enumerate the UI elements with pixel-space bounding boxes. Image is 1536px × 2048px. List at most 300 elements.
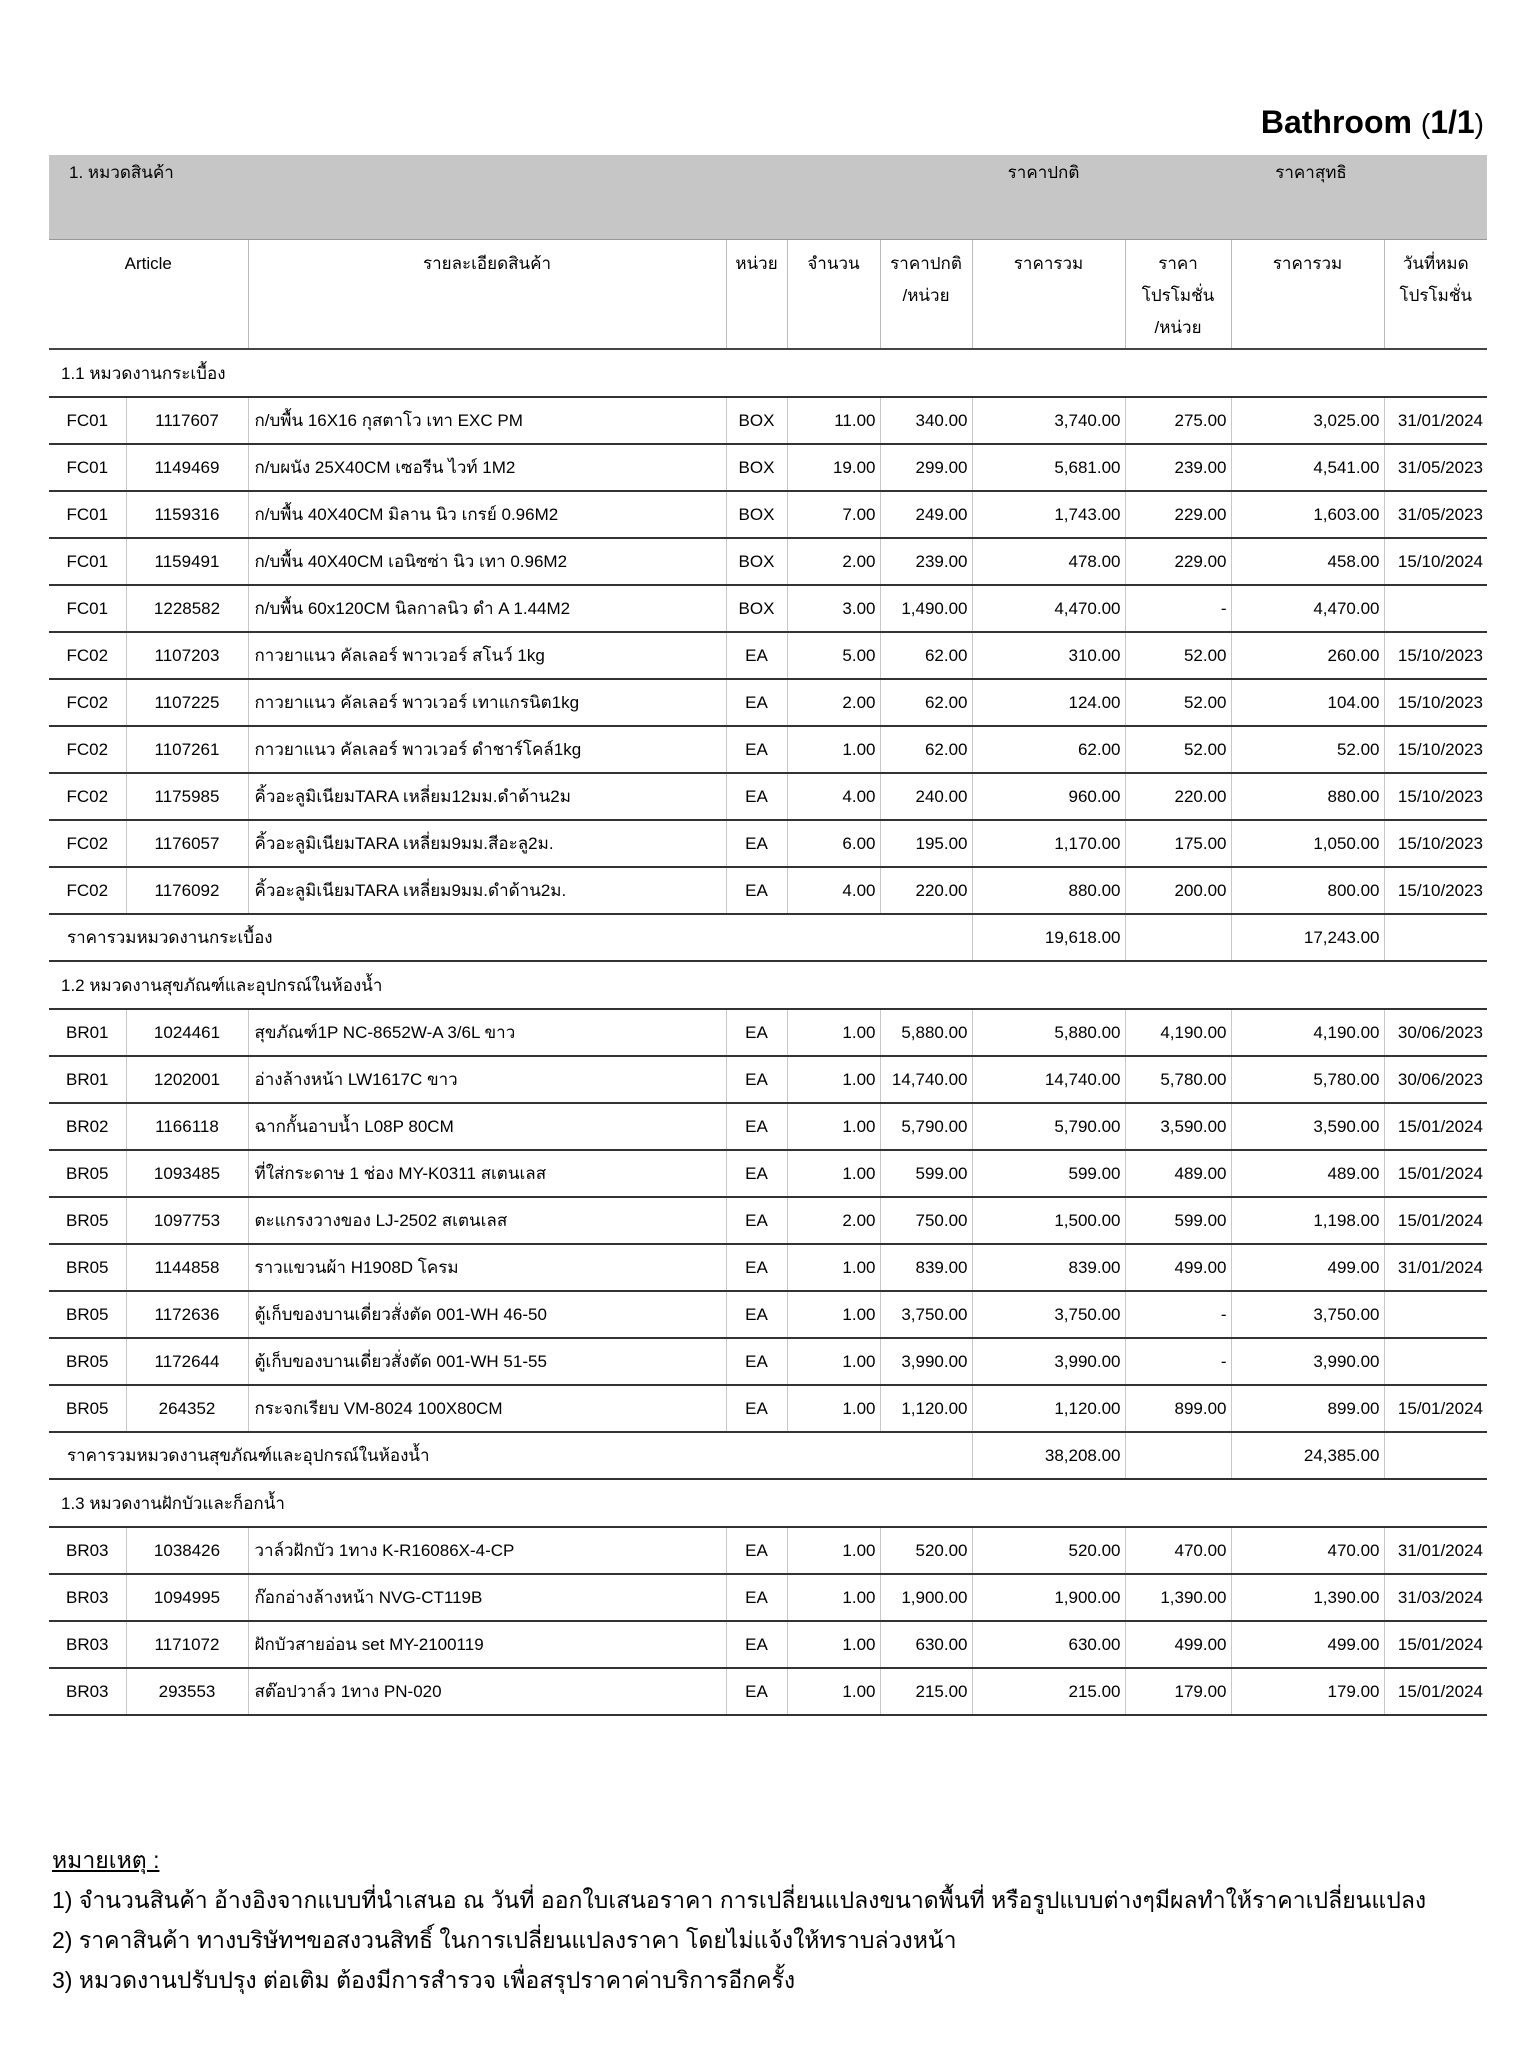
- total-price: 14,740.00: [972, 1056, 1125, 1103]
- total-price: 3,740.00: [972, 397, 1125, 444]
- subtotal-label: ราคารวมหมวดงานกระเบื้อง: [49, 914, 972, 961]
- unit: BOX: [726, 585, 787, 632]
- promo-price: 3,590.00: [1125, 1103, 1231, 1150]
- item-description: ก/บพื้น 40X40CM มิลาน นิว เกรย์ 0.96M2: [248, 491, 726, 538]
- unit: EA: [726, 867, 787, 914]
- article-code: 1172636: [126, 1291, 248, 1338]
- notes-heading: หมายเหตุ :: [52, 1847, 160, 1873]
- unit: EA: [726, 773, 787, 820]
- col-promo-total: ราคารวม: [1231, 240, 1384, 350]
- unit-price: 599.00: [880, 1150, 972, 1197]
- note-item: 2) ราคาสินค้า ทางบริษัทฯขอสงวนสิทธิ์ ในการเปลี่ยนแปลงราคา โดยไม่แจ้งให้ทราบล่วงหน้า: [52, 1927, 957, 1953]
- article-code: 1093485: [126, 1150, 248, 1197]
- unit-price: 1,900.00: [880, 1574, 972, 1621]
- subtotal-total: 38,208.00: [972, 1432, 1125, 1479]
- promo-price: 5,780.00: [1125, 1056, 1231, 1103]
- total-price: 3,990.00: [972, 1338, 1125, 1385]
- unit: EA: [726, 820, 787, 867]
- unit: EA: [726, 1056, 787, 1103]
- price-table: [49, 155, 1487, 1716]
- promo-end-date: 31/05/2023: [1384, 491, 1487, 538]
- unit: EA: [726, 1527, 787, 1574]
- quantity: 1.00: [787, 1244, 880, 1291]
- unit: EA: [726, 679, 787, 726]
- promo-price: -: [1125, 1338, 1231, 1385]
- quantity: 1.00: [787, 1291, 880, 1338]
- article-code: 1144858: [126, 1244, 248, 1291]
- subtotal-end: [1384, 914, 1487, 961]
- unit: EA: [726, 726, 787, 773]
- promo-price: 200.00: [1125, 867, 1231, 914]
- table-row: [49, 491, 1487, 538]
- section-title-row: [49, 1479, 1487, 1527]
- unit-price: 14,740.00: [880, 1056, 972, 1103]
- quantity: 2.00: [787, 1197, 880, 1244]
- promo-end-date: 15/10/2023: [1384, 773, 1487, 820]
- unit-price: 340.00: [880, 397, 972, 444]
- promo-price: 220.00: [1125, 773, 1231, 820]
- promo-price: 899.00: [1125, 1385, 1231, 1432]
- promo-total: 800.00: [1231, 867, 1384, 914]
- quantity: 19.00: [787, 444, 880, 491]
- note-item: 3) หมวดงานปรับปรุง ต่อเติม ต้องมีการสำรวจ เพื่อสรุปราคาค่าบริการอีกครั้ง: [52, 1967, 796, 1993]
- total-price: 5,681.00: [972, 444, 1125, 491]
- total-price: 599.00: [972, 1150, 1125, 1197]
- table-row: [49, 1621, 1487, 1668]
- promo-total: 880.00: [1231, 773, 1384, 820]
- category-code: BR03: [49, 1668, 126, 1715]
- item-description: สุขภัณฑ์1P NC-8652W-A 3/6L ขาว: [248, 1009, 726, 1056]
- table-row: [49, 773, 1487, 820]
- section-title: 1.3 หมวดงานฝักบัวและก็อกน้ำ: [49, 1479, 1487, 1527]
- section-title-row: [49, 961, 1487, 1009]
- item-description: วาล์วฝักบัว 1ทาง K-R16086X-4-CP: [248, 1527, 726, 1574]
- item-description: คิ้วอะลูมิเนียมTARA เหลี่ยม9มม.สีอะลู2ม.: [248, 820, 726, 867]
- promo-end-date: 15/10/2023: [1384, 632, 1487, 679]
- unit-price: 5,790.00: [880, 1103, 972, 1150]
- promo-end-date: 31/01/2024: [1384, 1244, 1487, 1291]
- table-row: [49, 1668, 1487, 1715]
- net-price-header: ราคาสุทธิ: [1231, 155, 1487, 240]
- subtotal-label: ราคารวมหมวดงานสุขภัณฑ์และอุปกรณ์ในห้องน้ำ: [49, 1432, 972, 1479]
- normal-price-header: ราคาปกติ: [972, 155, 1231, 240]
- quantity: 1.00: [787, 1150, 880, 1197]
- total-price: 960.00: [972, 773, 1125, 820]
- unit-price: 1,490.00: [880, 585, 972, 632]
- total-price: 124.00: [972, 679, 1125, 726]
- category-code: FC01: [49, 538, 126, 585]
- unit-price: 3,990.00: [880, 1338, 972, 1385]
- promo-end-date: [1384, 585, 1487, 632]
- total-price: 478.00: [972, 538, 1125, 585]
- unit-price: 215.00: [880, 1668, 972, 1715]
- category-code: BR05: [49, 1244, 126, 1291]
- col-unit: หน่วย: [726, 240, 787, 350]
- unit: EA: [726, 1621, 787, 1668]
- unit-price: 839.00: [880, 1244, 972, 1291]
- total-price: 1,500.00: [972, 1197, 1125, 1244]
- category-code: FC02: [49, 632, 126, 679]
- col-total: ราคารวม: [972, 240, 1125, 350]
- quantity: 3.00: [787, 585, 880, 632]
- category-code: BR01: [49, 1009, 126, 1056]
- promo-total: 470.00: [1231, 1527, 1384, 1574]
- category-code: BR03: [49, 1621, 126, 1668]
- section-title: 1.2 หมวดงานสุขภัณฑ์และอุปกรณ์ในห้องน้ำ: [49, 961, 1487, 1009]
- category-code: BR03: [49, 1527, 126, 1574]
- promo-price: 275.00: [1125, 397, 1231, 444]
- promo-end-date: 15/10/2024: [1384, 538, 1487, 585]
- item-description: ตู้เก็บของบานเดี่ยวสั่งตัด 001-WH 51-55: [248, 1338, 726, 1385]
- promo-price: 52.00: [1125, 726, 1231, 773]
- promo-price: -: [1125, 1291, 1231, 1338]
- promo-total: 260.00: [1231, 632, 1384, 679]
- quantity: 2.00: [787, 679, 880, 726]
- promo-price: 229.00: [1125, 491, 1231, 538]
- promo-end-date: 15/10/2023: [1384, 867, 1487, 914]
- promo-price: 499.00: [1125, 1244, 1231, 1291]
- promo-price: 599.00: [1125, 1197, 1231, 1244]
- unit: EA: [726, 1009, 787, 1056]
- promo-end-date: 15/01/2024: [1384, 1668, 1487, 1715]
- unit: EA: [726, 1103, 787, 1150]
- table-row: [49, 1009, 1487, 1056]
- section-title-row: [49, 349, 1487, 397]
- article-code: 1107261: [126, 726, 248, 773]
- promo-total: 499.00: [1231, 1621, 1384, 1668]
- article-code: 1117607: [126, 397, 248, 444]
- subtotal-end: [1384, 1432, 1487, 1479]
- table-row: [49, 1103, 1487, 1150]
- item-description: สต๊อปวาล์ว 1ทาง PN-020: [248, 1668, 726, 1715]
- table-row: [49, 867, 1487, 914]
- unit-price: 520.00: [880, 1527, 972, 1574]
- total-price: 1,120.00: [972, 1385, 1125, 1432]
- subtotal-promo-total: 17,243.00: [1231, 914, 1384, 961]
- item-description: ก/บพื้น 40X40CM เอนิซซ่า นิว เทา 0.96M2: [248, 538, 726, 585]
- subtotal-row: [49, 914, 1487, 961]
- col-promo-price: ราคา โปรโมชั่น /หน่วย: [1125, 240, 1231, 350]
- unit-price: 62.00: [880, 679, 972, 726]
- promo-total: 3,590.00: [1231, 1103, 1384, 1150]
- promo-end-date: 15/10/2023: [1384, 726, 1487, 773]
- unit: EA: [726, 1291, 787, 1338]
- category-code: FC01: [49, 491, 126, 538]
- promo-end-date: 30/06/2023: [1384, 1056, 1487, 1103]
- article-code: 1176057: [126, 820, 248, 867]
- article-code: 293553: [126, 1668, 248, 1715]
- article-code: 1171072: [126, 1621, 248, 1668]
- table-row: [49, 1197, 1487, 1244]
- promo-total: 489.00: [1231, 1150, 1384, 1197]
- quantity: 1.00: [787, 1527, 880, 1574]
- table-row: [49, 632, 1487, 679]
- unit-price: 220.00: [880, 867, 972, 914]
- item-description: อ่างล้างหน้า LW1617C ขาว: [248, 1056, 726, 1103]
- title-main: Bathroom: [1260, 104, 1412, 140]
- promo-total: 4,190.00: [1231, 1009, 1384, 1056]
- category-code: BR02: [49, 1103, 126, 1150]
- category-header-row: [49, 155, 1487, 240]
- table-row: [49, 397, 1487, 444]
- total-price: 1,900.00: [972, 1574, 1125, 1621]
- article-code: 1172644: [126, 1338, 248, 1385]
- total-price: 5,790.00: [972, 1103, 1125, 1150]
- promo-total: 1,050.00: [1231, 820, 1384, 867]
- unit: EA: [726, 1385, 787, 1432]
- subtotal-gap: [1125, 914, 1231, 961]
- promo-total: 458.00: [1231, 538, 1384, 585]
- col-unit-price: ราคาปกติ /หน่วย: [880, 240, 972, 350]
- promo-end-date: [1384, 1291, 1487, 1338]
- category-code: FC01: [49, 397, 126, 444]
- total-price: 520.00: [972, 1527, 1125, 1574]
- notes: [52, 1840, 1426, 2000]
- promo-total: 1,603.00: [1231, 491, 1384, 538]
- unit: EA: [726, 1668, 787, 1715]
- unit: BOX: [726, 538, 787, 585]
- promo-price: 470.00: [1125, 1527, 1231, 1574]
- section-title: 1.1 หมวดงานกระเบื้อง: [49, 349, 1487, 397]
- table-row: [49, 1056, 1487, 1103]
- article-code: 1038426: [126, 1527, 248, 1574]
- promo-end-date: 31/03/2024: [1384, 1574, 1487, 1621]
- page-title: Bathroom (1/1): [1260, 104, 1484, 140]
- promo-price: 499.00: [1125, 1621, 1231, 1668]
- promo-price: 1,390.00: [1125, 1574, 1231, 1621]
- quantity: 4.00: [787, 773, 880, 820]
- quantity: 4.00: [787, 867, 880, 914]
- promo-price: 179.00: [1125, 1668, 1231, 1715]
- table-row: [49, 1244, 1487, 1291]
- promo-price: 229.00: [1125, 538, 1231, 585]
- category-code: BR05: [49, 1385, 126, 1432]
- promo-total: 3,990.00: [1231, 1338, 1384, 1385]
- category-code: BR03: [49, 1574, 126, 1621]
- promo-total: 104.00: [1231, 679, 1384, 726]
- promo-end-date: [1384, 1338, 1487, 1385]
- note-item: 1) จำนวนสินค้า อ้างอิงจากแบบที่นำเสนอ ณ วันที่ ออกใบเสนอราคา การเปลี่ยนแปลงขนาดพื้นที่ หรือรูปแบบต่างๆมีผลทำให้ราคาเปลี่ยนแปลง: [52, 1887, 1427, 1913]
- col-qty: จำนวน: [787, 240, 880, 350]
- item-description: ก/บพื้น 60x120CM นิลกาลนิว ดำ A 1.44M2: [248, 585, 726, 632]
- quantity: 1.00: [787, 1385, 880, 1432]
- item-description: กระจกเรียบ VM-8024 100X80CM: [248, 1385, 726, 1432]
- promo-end-date: 15/01/2024: [1384, 1103, 1487, 1150]
- unit-price: 249.00: [880, 491, 972, 538]
- page-number: 1/1: [1430, 104, 1475, 140]
- total-price: 62.00: [972, 726, 1125, 773]
- quantity: 1.00: [787, 1103, 880, 1150]
- quantity: 1.00: [787, 1574, 880, 1621]
- unit-price: 62.00: [880, 632, 972, 679]
- promo-end-date: 15/01/2024: [1384, 1197, 1487, 1244]
- total-price: 4,470.00: [972, 585, 1125, 632]
- table-row: [49, 444, 1487, 491]
- item-description: ก/บพื้น 16X16 กุสตาโว เทา EXC PM: [248, 397, 726, 444]
- unit-price: 195.00: [880, 820, 972, 867]
- table-row: [49, 679, 1487, 726]
- col-article: Article: [49, 240, 248, 350]
- category-code: BR05: [49, 1338, 126, 1385]
- promo-total: 179.00: [1231, 1668, 1384, 1715]
- col-promo-end: วันที่หมด โปรโมชั่น: [1384, 240, 1487, 350]
- category-code: FC02: [49, 726, 126, 773]
- promo-total: 499.00: [1231, 1244, 1384, 1291]
- quantity: 7.00: [787, 491, 880, 538]
- item-description: ก/บผนัง 25X40CM เซอรีน ไวท์ 1M2: [248, 444, 726, 491]
- promo-price: 4,190.00: [1125, 1009, 1231, 1056]
- quantity: 5.00: [787, 632, 880, 679]
- total-price: 880.00: [972, 867, 1125, 914]
- unit: EA: [726, 1150, 787, 1197]
- category-header: 1. หมวดสินค้า: [49, 155, 972, 240]
- total-price: 1,743.00: [972, 491, 1125, 538]
- item-description: ฝักบัวสายอ่อน set MY-2100119: [248, 1621, 726, 1668]
- item-description: ราวแขวนผ้า H1908D โครม: [248, 1244, 726, 1291]
- subtotal-gap: [1125, 1432, 1231, 1479]
- category-code: FC02: [49, 867, 126, 914]
- unit: EA: [726, 1197, 787, 1244]
- article-code: 1202001: [126, 1056, 248, 1103]
- promo-total: 899.00: [1231, 1385, 1384, 1432]
- promo-total: 4,541.00: [1231, 444, 1384, 491]
- promo-price: 239.00: [1125, 444, 1231, 491]
- total-price: 215.00: [972, 1668, 1125, 1715]
- table-row: [49, 1291, 1487, 1338]
- col-detail: รายละเอียดสินค้า: [248, 240, 726, 350]
- unit-price: 630.00: [880, 1621, 972, 1668]
- article-code: 1107203: [126, 632, 248, 679]
- promo-total: 3,750.00: [1231, 1291, 1384, 1338]
- promo-total: 1,198.00: [1231, 1197, 1384, 1244]
- promo-price: 52.00: [1125, 679, 1231, 726]
- article-code: 1094995: [126, 1574, 248, 1621]
- article-code: 1166118: [126, 1103, 248, 1150]
- item-description: ตู้เก็บของบานเดี่ยวสั่งตัด 001-WH 46-50: [248, 1291, 726, 1338]
- promo-end-date: 15/10/2023: [1384, 820, 1487, 867]
- total-price: 5,880.00: [972, 1009, 1125, 1056]
- article-code: 1175985: [126, 773, 248, 820]
- unit-price: 299.00: [880, 444, 972, 491]
- promo-total: 5,780.00: [1231, 1056, 1384, 1103]
- total-price: 1,170.00: [972, 820, 1125, 867]
- category-code: BR05: [49, 1197, 126, 1244]
- unit-price: 1,120.00: [880, 1385, 972, 1432]
- article-code: 1107225: [126, 679, 248, 726]
- unit: EA: [726, 1574, 787, 1621]
- item-description: กาวยาแนว คัลเลอร์ พาวเวอร์ ดำชาร์โคล์1kg: [248, 726, 726, 773]
- table-row: [49, 726, 1487, 773]
- unit: BOX: [726, 397, 787, 444]
- unit: BOX: [726, 491, 787, 538]
- quantity: 1.00: [787, 726, 880, 773]
- article-code: 1159316: [126, 491, 248, 538]
- promo-price: 175.00: [1125, 820, 1231, 867]
- category-code: FC01: [49, 444, 126, 491]
- quantity: 1.00: [787, 1338, 880, 1385]
- total-price: 630.00: [972, 1621, 1125, 1668]
- unit: EA: [726, 1338, 787, 1385]
- item-description: คิ้วอะลูมิเนียมTARA เหลี่ยม9มม.ดำด้าน2ม.: [248, 867, 726, 914]
- unit-price: 5,880.00: [880, 1009, 972, 1056]
- promo-end-date: 15/10/2023: [1384, 679, 1487, 726]
- article-code: 1024461: [126, 1009, 248, 1056]
- promo-total: 3,025.00: [1231, 397, 1384, 444]
- unit-price: 239.00: [880, 538, 972, 585]
- category-code: BR05: [49, 1150, 126, 1197]
- promo-total: 52.00: [1231, 726, 1384, 773]
- table-row: [49, 820, 1487, 867]
- item-description: ตะแกรงวางของ LJ-2502 สเตนเลส: [248, 1197, 726, 1244]
- quantity: 6.00: [787, 820, 880, 867]
- table-row: [49, 585, 1487, 632]
- table-row: [49, 1150, 1487, 1197]
- promo-total: 4,470.00: [1231, 585, 1384, 632]
- category-code: FC02: [49, 773, 126, 820]
- article-code: 1159491: [126, 538, 248, 585]
- promo-price: 52.00: [1125, 632, 1231, 679]
- article-code: 1149469: [126, 444, 248, 491]
- article-code: 1228582: [126, 585, 248, 632]
- item-description: ฉากกั้นอาบน้ำ L08P 80CM: [248, 1103, 726, 1150]
- promo-price: -: [1125, 585, 1231, 632]
- quantity: 11.00: [787, 397, 880, 444]
- item-description: ก๊อกอ่างล้างหน้า NVG-CT119B: [248, 1574, 726, 1621]
- total-price: 310.00: [972, 632, 1125, 679]
- table-row: [49, 1574, 1487, 1621]
- item-description: ที่ใส่กระดาษ 1 ช่อง MY-K0311 สเตนเลส: [248, 1150, 726, 1197]
- category-code: BR05: [49, 1291, 126, 1338]
- unit: EA: [726, 632, 787, 679]
- subtotal-total: 19,618.00: [972, 914, 1125, 961]
- total-price: 3,750.00: [972, 1291, 1125, 1338]
- promo-end-date: 15/01/2024: [1384, 1385, 1487, 1432]
- item-description: กาวยาแนว คัลเลอร์ พาวเวอร์ เทาแกรนิต1kg: [248, 679, 726, 726]
- item-description: กาวยาแนว คัลเลอร์ พาวเวอร์ สโนว์ 1kg: [248, 632, 726, 679]
- promo-end-date: 31/01/2024: [1384, 397, 1487, 444]
- article-code: 264352: [126, 1385, 248, 1432]
- quantity: 1.00: [787, 1621, 880, 1668]
- item-description: คิ้วอะลูมิเนียมTARA เหลี่ยม12มม.ดำด้าน2ม: [248, 773, 726, 820]
- total-price: 839.00: [972, 1244, 1125, 1291]
- table-row: [49, 1385, 1487, 1432]
- column-header-row: [49, 240, 1487, 350]
- unit-price: 240.00: [880, 773, 972, 820]
- category-code: FC02: [49, 820, 126, 867]
- table-row: [49, 1527, 1487, 1574]
- promo-end-date: 15/01/2024: [1384, 1150, 1487, 1197]
- unit: EA: [726, 1244, 787, 1291]
- quantity: 1.00: [787, 1056, 880, 1103]
- category-code: FC01: [49, 585, 126, 632]
- unit: BOX: [726, 444, 787, 491]
- promo-end-date: 31/05/2023: [1384, 444, 1487, 491]
- unit-price: 750.00: [880, 1197, 972, 1244]
- table-row: [49, 1338, 1487, 1385]
- promo-end-date: 30/06/2023: [1384, 1009, 1487, 1056]
- category-code: BR01: [49, 1056, 126, 1103]
- table-row: [49, 538, 1487, 585]
- promo-total: 1,390.00: [1231, 1574, 1384, 1621]
- unit-price: 3,750.00: [880, 1291, 972, 1338]
- promo-price: 489.00: [1125, 1150, 1231, 1197]
- unit-price: 62.00: [880, 726, 972, 773]
- article-code: 1097753: [126, 1197, 248, 1244]
- quantity: 1.00: [787, 1668, 880, 1715]
- subtotal-promo-total: 24,385.00: [1231, 1432, 1384, 1479]
- promo-end-date: 15/01/2024: [1384, 1621, 1487, 1668]
- quantity: 1.00: [787, 1009, 880, 1056]
